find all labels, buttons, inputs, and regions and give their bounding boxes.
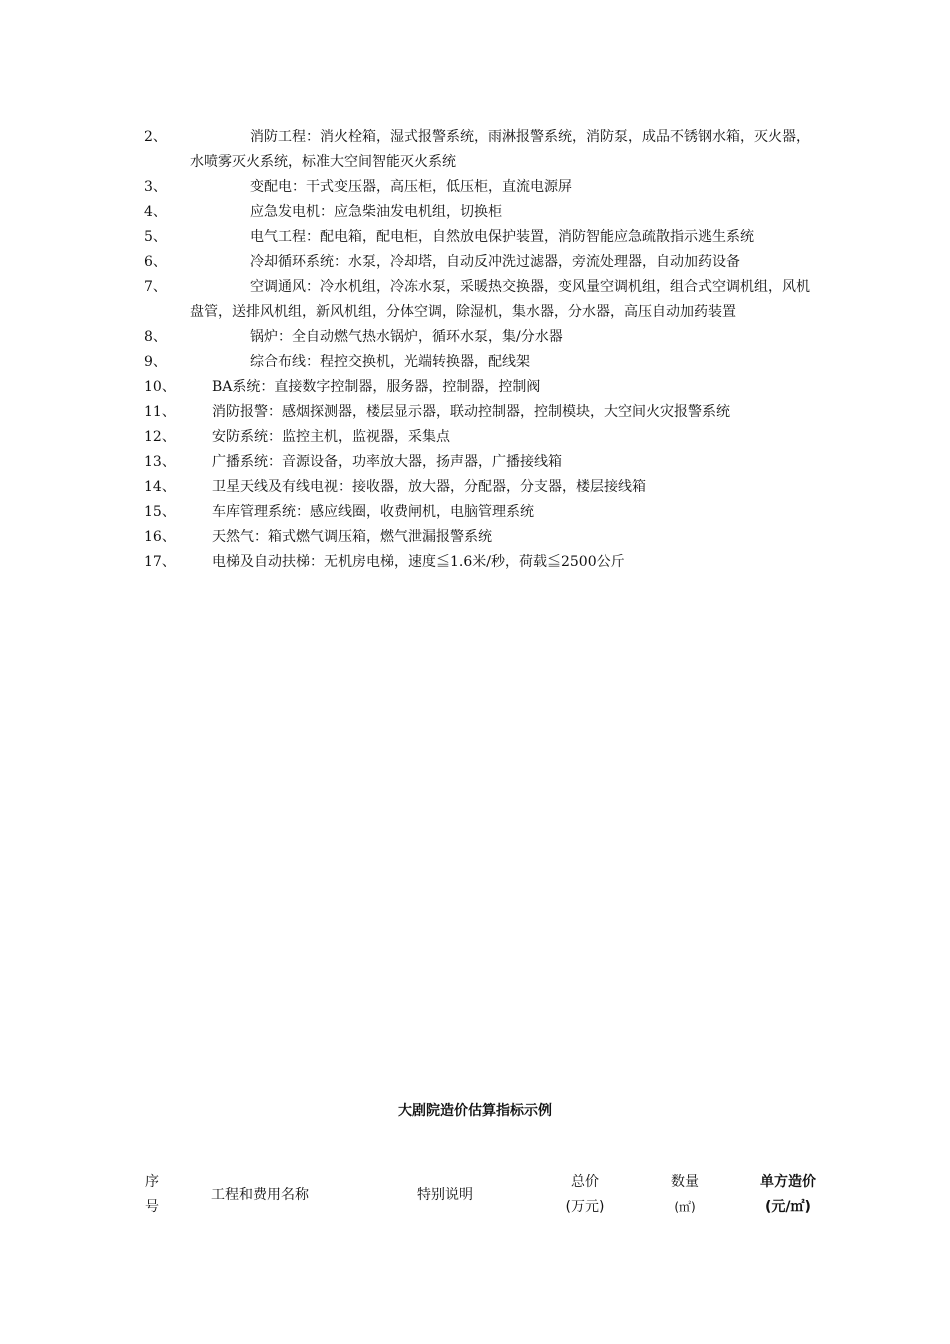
table-header — [140, 1170, 830, 1220]
item-number: 9、 — [144, 354, 167, 370]
header-unit-cost — [740, 1170, 836, 1220]
item-text: 综合布线：程控交换机，光端转换器，配线架 — [250, 354, 530, 370]
item-number: 3、 — [144, 179, 167, 195]
item-text: 消防工程：消火栓箱，湿式报警系统，雨淋报警系统，消防泵，成品不锈钢水箱，灭火器，水喷雾灭火系统，标准大空间智能灭火系统 — [190, 129, 810, 170]
list-item — [144, 550, 814, 575]
list-item — [144, 350, 814, 375]
header-total-line1: 总价 — [571, 1174, 599, 1190]
list-item — [144, 375, 814, 400]
item-text: 天然气：箱式燃气调压箱，燃气泄漏报警系统 — [212, 529, 492, 545]
item-text: 电梯及自动扶梯：无机房电梯，速度≦1.6米/秒，荷载≦2500公斤 — [212, 554, 625, 570]
header-qty — [650, 1170, 720, 1220]
item-number: 17、 — [144, 554, 176, 570]
header-unit-cost-line2: (元/㎡) — [765, 1199, 811, 1215]
item-number: 11、 — [144, 404, 176, 420]
list-item — [144, 500, 814, 525]
header-qty-line2: (㎡) — [674, 1200, 696, 1214]
list-item — [144, 400, 814, 425]
header-total-line2: (万元) — [565, 1199, 605, 1215]
header-seq-line1: 序 — [145, 1174, 159, 1190]
item-number: 5、 — [144, 229, 167, 245]
item-number: 2、 — [144, 129, 167, 145]
item-text: BA系统：直接数字控制器，服务器，控制器，控制阀 — [212, 379, 541, 395]
item-text: 广播系统：音源设备，功率放大器，扬声器，广播接线箱 — [212, 454, 562, 470]
header-seq-line2: 号 — [145, 1199, 159, 1215]
item-text: 卫星天线及有线电视：接收器，放大器，分配器，分支器，楼层接线箱 — [212, 479, 646, 495]
item-number: 4、 — [144, 204, 167, 220]
header-seq — [140, 1170, 164, 1220]
item-number: 10、 — [144, 379, 176, 395]
item-number: 15、 — [144, 504, 176, 520]
item-text: 空调通风：冷水机组，冷冻水泵，采暖热交换器，变风量空调机组，组合式空调机组，风机盘管，送排风机组，新风机组，分体空调，除湿机，集水器，分水器，高压自动加药装置 — [190, 279, 810, 320]
list-item — [144, 425, 814, 450]
item-number: 16、 — [144, 529, 176, 545]
header-name: 工程和费用名称 — [211, 1187, 309, 1203]
list-item — [144, 250, 814, 275]
item-text: 消防报警：感烟探测器，楼层显示器，联动控制器，控制模块，大空间火灾报警系统 — [212, 404, 730, 420]
equipment-list — [144, 125, 814, 575]
item-text: 冷却循环系统：水泵，冷却塔，自动反冲洗过滤器，旁流处理器，自动加药设备 — [250, 254, 740, 270]
item-number: 12、 — [144, 429, 176, 445]
item-text: 应急发电机：应急柴油发电机组，切换柜 — [250, 204, 502, 220]
item-number: 6、 — [144, 254, 167, 270]
list-item — [144, 325, 814, 350]
list-item — [144, 525, 814, 550]
item-number: 13、 — [144, 454, 176, 470]
list-item — [144, 175, 814, 200]
table-title: 大剧院造价估算指标示例 — [398, 1103, 552, 1119]
item-number: 7、 — [144, 279, 167, 295]
item-text: 电气工程：配电箱，配电柜，自然放电保护装置，消防智能应急疏散指示逃生系统 — [250, 229, 754, 245]
list-item — [144, 475, 814, 500]
item-number: 8、 — [144, 329, 167, 345]
item-text: 变配电：干式变压器，高压柜，低压柜，直流电源屏 — [250, 179, 572, 195]
list-item — [144, 275, 814, 325]
list-item — [144, 125, 814, 175]
header-qty-line1: 数量 — [671, 1174, 699, 1190]
list-item — [144, 450, 814, 475]
item-text: 安防系统：监控主机，监视器，采集点 — [212, 429, 450, 445]
header-total — [545, 1170, 625, 1220]
header-unit-cost-line1: 单方造价 — [760, 1174, 816, 1190]
list-item — [144, 225, 814, 250]
header-note: 特别说明 — [417, 1187, 473, 1203]
item-number: 14、 — [144, 479, 176, 495]
item-text: 锅炉：全自动燃气热水锅炉，循环水泵，集/分水器 — [250, 329, 563, 345]
item-text: 车库管理系统：感应线圈，收费闸机，电脑管理系统 — [212, 504, 534, 520]
list-item — [144, 200, 814, 225]
